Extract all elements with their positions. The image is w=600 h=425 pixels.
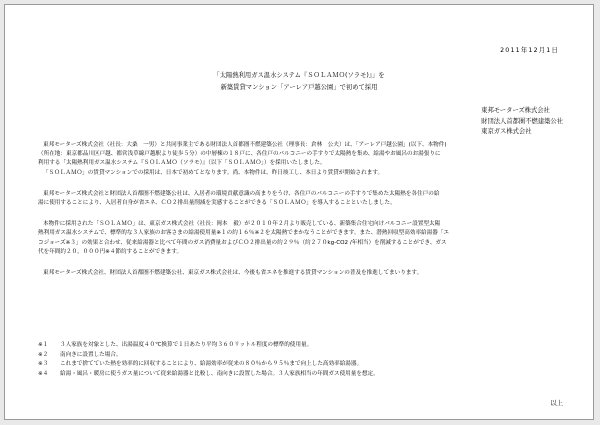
title-line-2: 新築賃貸マンション「アーレア戸越公園」で初めて採用 (220, 84, 378, 91)
body-line: （所在地：東京都品川区戸越、都営浅草線戸越駅より徒歩５分）の中層棟の１８戸に、各住戸のバルコニーの手すりで太陽熱を集め、給湯やお風呂のお湯張りに (38, 151, 441, 158)
paragraph-1 (38, 141, 565, 178)
paragraph-3 (38, 220, 565, 257)
footnote (38, 370, 565, 380)
release-date: 2011年12月1日 (500, 47, 559, 54)
body-line: 本物件に採用された「ＳＯＬＡＭＯ」は、東京ガス株式会社（社長：岡本 毅）が２０１０年２月より販売している、新築集合住宅向けバルコニー設置型太陽 (43, 221, 441, 228)
footnote-mark: ※１ (38, 342, 49, 348)
footnote (38, 360, 565, 370)
body-text (38, 141, 565, 278)
footnote-mark: ※３ (38, 361, 49, 368)
body-line: コジョーズ※３」の効果と合わせ、従来給湯器と比べて年間のガス消費量およびＣＯ２排出量の約２９％（約２７０kg-CO2 /年相当）を削減することができ、ガス (38, 239, 447, 246)
footnote (38, 341, 565, 351)
footnote-text: 給湯・風呂・暖房に使うガス量について従来給湯器と比較し、南向きに設置した場合。３人家族相当の年間ガス使用量を想定。 (60, 370, 379, 377)
document-page (4, 4, 594, 420)
body-line: 東邦モーターズ株式会社、財団法人首都圏不燃建築公社、東京ガス株式会社は、今後も省エネを推進する賃貸マンションの普及を推進してまいります。 (43, 270, 423, 277)
issuer-fuen-kenchiku: 財団法人首都圏不燃建築公社 (481, 117, 563, 125)
document-title (5, 70, 593, 94)
paragraph-2 (38, 190, 565, 208)
body-line: 代を年間約２０，０００円※４節約することができます。 (38, 248, 183, 255)
footnote (38, 351, 565, 361)
body-line: 利用する「太陽熱利用ガス温水システム『ＳＯＬＡＭＯ（ソラモ）』（以下「ＳＯＬＡＭＯ」）を採用いたしました。 (38, 160, 326, 167)
paragraph-4 (38, 269, 565, 278)
footnote-text: 南向きに設置した場合。 (60, 351, 122, 358)
body-line: 東邦モーターズ株式会社（社長：大桑 一男）と共同事業主である財団法人首都圏不燃建築公社（理事長：倉林 公夫）は、「アーレア戸越公園」(以下、本物件) (43, 142, 447, 148)
footnote-text: ３人家族を対象とした、出湯温度４０℃換算で１日あたり平均３６０リットル程度の標準的使用量。 (60, 342, 313, 348)
issuer-toho-motors: 東邦モーターズ株式会社 (481, 107, 550, 114)
body-line: 熱利用ガス温水システムで、標準的な３人家族のお客さまの給湯使用量※１の約１６％※２を太陽熱でまかなうことができます。また、潜熱回収型高効率給湯器「エ (38, 230, 450, 237)
issuer-list (481, 106, 563, 138)
title-line-1: 「太陽熱利用ガス温水システム『ＳＯＬＡＭＯ(ソラモ)』」を (213, 72, 385, 79)
closing-mark: 以上 (550, 400, 563, 407)
issuer-tokyo-gas: 東京ガス株式会社 (481, 128, 532, 135)
body-line: 湯に使用することにより、入居者自身が省エネ、ＣＯ２排出量削減を実感することができる「ＳＯＬＡＭＯ」を導入することといたしました。 (38, 200, 396, 207)
footnote-text: これまで捨てていた熱を効率的に回収することにより、給湯効率が従来の８０％から９５％まで向上した高効率給湯器。 (60, 361, 363, 368)
body-line: 東邦モーターズ株式会社と財団法人首都圏不燃建築公社は、入居者の環境貢献意識の高まりをうけ、各住戸のバルコニーの手すりで集めた太陽熱を各住戸の給 (43, 190, 440, 197)
footnote-mark: ※４ (38, 370, 49, 377)
footnotes (38, 341, 565, 379)
footnote-mark: ※２ (38, 351, 49, 358)
body-line: 「ＳＯＬＡＭＯ」の賃貸マンションでの採用は、日本で初めてとなります。尚、本物件は、昨日竣工し、本日より賃貸が開始されます。 (43, 169, 384, 176)
